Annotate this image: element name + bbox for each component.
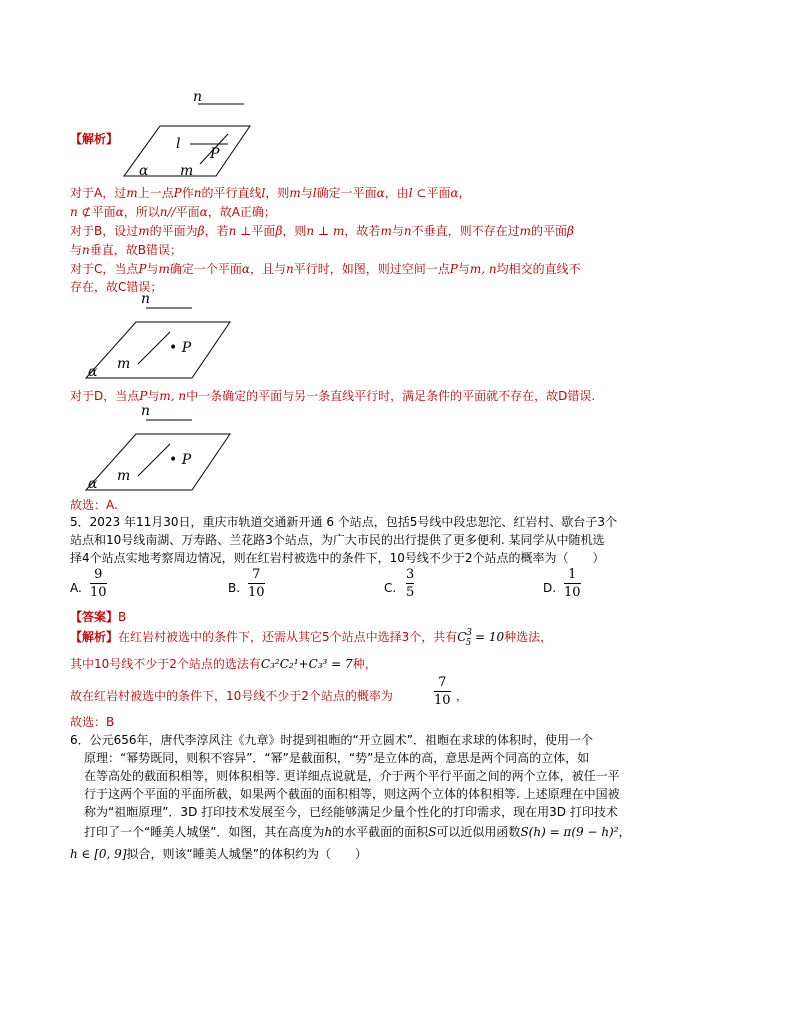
q5-option-c-letter: C.: [384, 581, 397, 595]
label-m: m: [180, 163, 194, 179]
q5-stem-line2: 站点和10号线南湖、万寿路、兰花路3个站点，为广大市民的出行提供了更多便利. 某同学从中随机选: [70, 533, 605, 547]
q4-option-d: 对于D，当点P与m, n中一条确定的平面与另一条直线平行时，满足条件的平面就不存在，故D错误.: [70, 389, 596, 403]
q6-stem-line6: 打印了一个“睡美人城堡”．如图，其在高度为h的水平截面的面积S可以近似用函数S(h) = π(9 − h)²，: [84, 825, 631, 839]
plane-alpha: [86, 322, 230, 378]
label-l: l: [176, 136, 181, 152]
label-m: m: [117, 468, 131, 484]
label-P: P: [210, 146, 220, 162]
q4-option-a-line1: 对于A，过m上一点P作n的平行直线l，则m与l确定一平面α，由l ⊂平面α，: [70, 186, 471, 200]
q5-solution-fraction: 7 10: [434, 675, 451, 708]
q4-option-c-line1: 对于C，当点P与m确定一个平面α，且与n平行时，如图，则过空间一点P与m, n均相交的直线不: [70, 262, 581, 276]
label-m: m: [117, 356, 131, 372]
label-n: n: [141, 403, 151, 419]
label-P-dot: • P: [169, 452, 192, 468]
q5-answer: 【答案】B: [70, 610, 127, 624]
q5-option-a-value: 9 10: [90, 567, 107, 600]
label-n: n: [141, 291, 151, 307]
q4-option-c-line2: 存在，故C错误；: [70, 280, 163, 294]
label-P-dot: • P: [169, 340, 192, 356]
q4-option-b-line1: 对于B，设过m的平面为β，若n ⊥平面β，则n ⊥ m，故若m与n不垂直，则不存在过m的平面β: [70, 224, 574, 238]
q4-option-a-line2: n ⊄平面α，所以n//平面α，故A正确；: [70, 205, 276, 219]
q5-solution-line2: 其中10号线不少于2个站点的选法有C₃²C₂¹+C₃³ = 7种，: [70, 657, 377, 671]
q6-stem-line2: 原理：“幂势既同，则积不容异”．“幂”是截面积，“势”是立体的高，意思是两个同高的立体，如: [84, 751, 590, 765]
line-m: [138, 444, 170, 476]
q5-solution-line1: 【解析】在红岩村被选中的条件下，还需从其它5个站点中选择3个，共有$C_5^3 = 10$种选法，: [70, 628, 553, 648]
q6-stem-line1: 6．公元656年，唐代李淳风注《九章》时提到祖暅的“开立圆术”．祖暅在求球的体积时，使用一个: [70, 733, 593, 747]
plane-alpha: [86, 434, 230, 490]
line-m: [138, 332, 170, 364]
figure-3-plane-diagram: [80, 410, 240, 494]
q6-stem-line3: 在等高处的截面积相等，则体积相等. 更详细点说就是，介于两个平行平面之间的两个立体，被任一平: [84, 769, 620, 783]
q6-stem-line5: 称为“祖暅原理”．3D 打印技术发展至今，已经能够满足少量个性化的打印需求，现在用3D 打印技术: [84, 805, 618, 819]
label-alpha: α: [88, 364, 98, 380]
q5-stem-line1: 5．2023 年11月30日，重庆市轨道交通新开通 6 个站点，包括5号线中段忠恕沱、红岩村、歇台子3个: [70, 515, 618, 529]
q5-choose: 故选：B: [70, 715, 115, 729]
q6-stem-line7: h ∈ [0, 9]拟合，则该“睡美人城堡”的体积约为（ ）: [70, 847, 367, 861]
q5-option-a-letter: A.: [70, 581, 82, 595]
q4-choose: 故选：A.: [70, 498, 118, 512]
q5-option-b-letter: B.: [228, 581, 241, 595]
label-alpha: α: [88, 476, 98, 492]
figure-2-plane-diagram: [80, 298, 240, 382]
q5-option-c-value: 3 5: [406, 567, 415, 600]
q6-stem-line4: 行于这两个平面的平面所截，如果两个截面的面积相等，则这两个立体的体积相等. 上述原理在中国被: [84, 787, 620, 801]
label-n: n: [193, 89, 203, 105]
q4-option-b-line2: 与n垂直，故B错误；: [70, 243, 182, 257]
q5-option-d-letter: D.: [543, 581, 557, 595]
q5-option-d-value: 1 10: [564, 567, 581, 600]
q5-stem-line3: 择4个站点实地考察周边情况，则在红岩村被选中的条件下，10号线不少于2个站点的概率为（ ）: [70, 551, 605, 565]
analysis-tag: 【解析】: [70, 132, 119, 146]
q5-option-b-value: 7 10: [248, 567, 265, 600]
q5-solution-line3: 故在红岩村被选中的条件下，10号线不少于2个站点的概率为: [70, 689, 393, 703]
q5-solution-line3-end: ，: [456, 689, 469, 703]
label-alpha: α: [139, 163, 149, 179]
